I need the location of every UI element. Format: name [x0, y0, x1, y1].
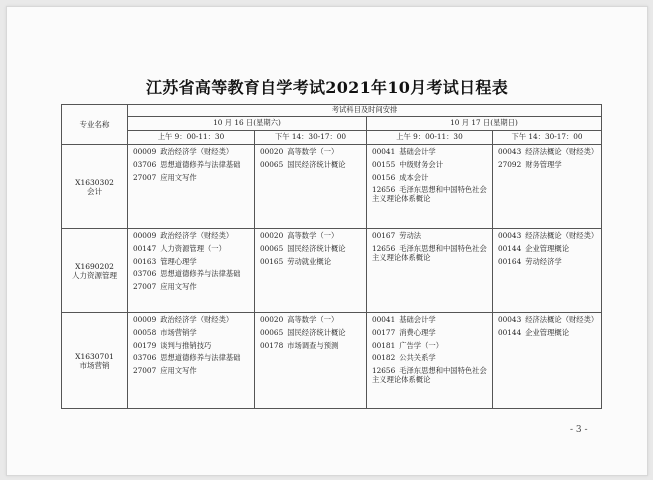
major-code: X1690202: [75, 261, 114, 271]
course-name: 公共关系学: [399, 353, 436, 363]
course-code: 00065: [260, 327, 284, 337]
course-item: [372, 174, 488, 183]
header-session-3: 上午 9：00-11：30: [367, 131, 493, 145]
course-item: [372, 232, 488, 241]
course-name: 政治经济学（财经类）: [160, 315, 234, 324]
course-code: 00058: [133, 327, 157, 337]
course-name: 毛泽东思想和中国特色社会主义理论体系概论: [372, 366, 487, 384]
course-item: [372, 354, 488, 363]
course-code: 00156: [372, 172, 396, 182]
course-name: 应用文写作: [160, 366, 197, 375]
course-code: 27007: [133, 172, 157, 182]
course-code: 12656: [372, 243, 396, 253]
course-item: [372, 148, 488, 157]
course-item: [260, 148, 362, 157]
course-code: 03706: [133, 269, 157, 279]
course-name: 政治经济学（财经类）: [160, 147, 234, 156]
course-code: 00043: [498, 231, 522, 240]
session-cell: [367, 145, 493, 229]
major-name: 市场营销: [79, 360, 110, 370]
course-code: 00043: [498, 315, 522, 324]
course-code: 27007: [133, 366, 157, 375]
course-name: 经济法概论（财经类）: [525, 315, 599, 324]
course-item: [260, 258, 362, 267]
major-name: 会计: [87, 186, 102, 196]
course-name: 企业管理概论: [525, 243, 569, 253]
course-name: 企业管理概论: [525, 327, 569, 337]
course-code: 00041: [372, 315, 396, 324]
course-item: [133, 174, 250, 183]
course-name: 应用文写作: [160, 282, 197, 291]
course-item: [260, 316, 362, 325]
course-name: 中级财务会计: [399, 159, 443, 169]
course-name: 谈判与推销技巧: [160, 340, 212, 350]
course-item: [260, 342, 362, 351]
course-item: [498, 245, 597, 254]
course-name: 毛泽东思想和中国特色社会主义理论体系概论: [372, 243, 487, 262]
session-cell: [128, 313, 255, 409]
table-row: [62, 229, 602, 313]
course-name: 国民经济统计概论: [287, 159, 346, 169]
course-code: 00020: [260, 231, 284, 240]
course-item: [498, 232, 597, 241]
course-name: 财务管理学: [525, 159, 562, 169]
course-code: 00167: [372, 231, 396, 240]
page-title: 江苏省高等教育自学考试2021年10月考试日程表: [146, 78, 508, 97]
course-name: 经济法概论（财经类）: [525, 231, 599, 240]
course-item: [260, 232, 362, 241]
major-name: 人力资源管理: [72, 270, 117, 280]
course-code: 00020: [260, 315, 284, 324]
session-cell: [367, 229, 493, 313]
document-page: [6, 6, 648, 476]
course-item: [372, 316, 488, 325]
course-item: [133, 245, 250, 254]
course-name: 劳动经济学: [525, 256, 562, 266]
course-item: [372, 245, 488, 263]
course-code: 12656: [372, 185, 396, 195]
course-item: [372, 342, 488, 351]
course-item: [372, 161, 488, 170]
course-code: 00144: [498, 327, 522, 337]
course-name: 劳动法: [399, 231, 422, 240]
course-item: [133, 148, 250, 157]
course-name: 思想道德修养与法律基础: [160, 159, 241, 169]
course-code: 00041: [372, 147, 396, 156]
course-code: 27007: [133, 282, 157, 291]
major-code: X1630302: [75, 177, 114, 187]
course-code: 12656: [372, 366, 396, 375]
course-code: 00065: [260, 243, 284, 253]
header-session-2: 下午 14：30-17：00: [255, 131, 367, 145]
course-item: [372, 186, 488, 204]
header-schedule: 考试科目及时间安排: [128, 105, 602, 117]
table-row: [62, 313, 602, 409]
course-item: [133, 367, 250, 376]
session-cell: [128, 229, 255, 313]
course-item: [133, 270, 250, 279]
header-major: 专业名称: [62, 105, 128, 145]
course-item: [133, 258, 250, 267]
session-cell: [255, 145, 367, 229]
table-row: [62, 145, 602, 229]
course-item: [133, 283, 250, 292]
course-item: [133, 342, 250, 351]
session-cell: [493, 229, 602, 313]
course-item: [260, 329, 362, 338]
course-name: 高等数学（一）: [287, 231, 339, 240]
course-code: 27092: [498, 159, 522, 169]
course-name: 高等数学（一）: [287, 315, 339, 324]
course-code: 00177: [372, 327, 396, 337]
course-code: 03706: [133, 159, 157, 169]
course-code: 03706: [133, 353, 157, 363]
course-item: [498, 148, 597, 157]
session-cell: [493, 313, 602, 409]
course-name: 市场营销学: [160, 327, 197, 337]
course-code: 00009: [133, 315, 157, 324]
major-code: X1630701: [75, 351, 114, 361]
course-item: [133, 232, 250, 241]
course-code: 00020: [260, 147, 284, 156]
course-code: 00182: [372, 353, 396, 363]
course-code: 00164: [498, 256, 522, 266]
course-name: 广告学（一）: [399, 340, 443, 350]
course-item: [133, 354, 250, 363]
course-code: 00165: [260, 256, 284, 266]
header-session-4: 下午 14：30-17：00: [493, 131, 602, 145]
course-name: 消费心理学: [399, 327, 436, 337]
course-name: 基础会计学: [399, 147, 436, 156]
course-item: [498, 161, 597, 170]
major-cell: [62, 145, 128, 229]
course-code: 00179: [133, 340, 157, 350]
course-name: 应用文写作: [160, 172, 197, 182]
course-item: [498, 329, 597, 338]
course-code: 00181: [372, 340, 396, 350]
course-name: 政治经济学（财经类）: [160, 231, 234, 240]
course-code: 00178: [260, 340, 284, 350]
course-code: 00065: [260, 159, 284, 169]
course-item: [372, 329, 488, 338]
major-cell: [62, 229, 128, 313]
page-number: - 3 -: [570, 425, 588, 435]
course-item: [260, 245, 362, 254]
course-name: 成本会计: [399, 172, 429, 182]
major-cell: [62, 313, 128, 409]
header-day-1: 10 月 16 日(星期六): [128, 117, 367, 131]
course-code: 00009: [133, 147, 157, 156]
header-session-1: 上午 9：00-11：30: [128, 131, 255, 145]
course-name: 毛泽东思想和中国特色社会主义理论体系概论: [372, 185, 487, 203]
session-cell: [255, 313, 367, 409]
course-name: 思想道德修养与法律基础: [160, 353, 241, 363]
course-code: 00147: [133, 243, 157, 253]
course-code: 00155: [372, 159, 396, 169]
header-day-2: 10 月 17 日(星期日): [367, 117, 602, 131]
course-name: 管理心理学: [160, 256, 197, 266]
course-name: 思想道德修养与法律基础: [160, 269, 241, 279]
course-name: 高等数学（一）: [287, 147, 339, 156]
course-name: 经济法概论（财经类）: [525, 147, 599, 156]
course-item: [133, 316, 250, 325]
course-name: 国民经济统计概论: [287, 243, 346, 253]
course-item: [498, 258, 597, 267]
course-code: 00009: [133, 231, 157, 240]
exam-schedule-table: [61, 104, 602, 409]
session-cell: [128, 145, 255, 229]
course-name: 劳动就业概论: [287, 256, 331, 266]
course-name: 市场调查与预测: [287, 340, 339, 350]
course-item: [260, 161, 362, 170]
session-cell: [493, 145, 602, 229]
session-cell: [255, 229, 367, 313]
course-item: [133, 329, 250, 338]
course-item: [133, 161, 250, 170]
course-name: 基础会计学: [399, 315, 436, 324]
course-code: 00043: [498, 147, 522, 156]
session-cell: [367, 313, 493, 409]
course-item: [498, 316, 597, 325]
course-item: [372, 367, 488, 385]
course-code: 00163: [133, 256, 157, 266]
course-name: 人力资源管理（一）: [160, 243, 226, 253]
course-name: 国民经济统计概论: [287, 327, 346, 337]
course-code: 00144: [498, 243, 522, 253]
